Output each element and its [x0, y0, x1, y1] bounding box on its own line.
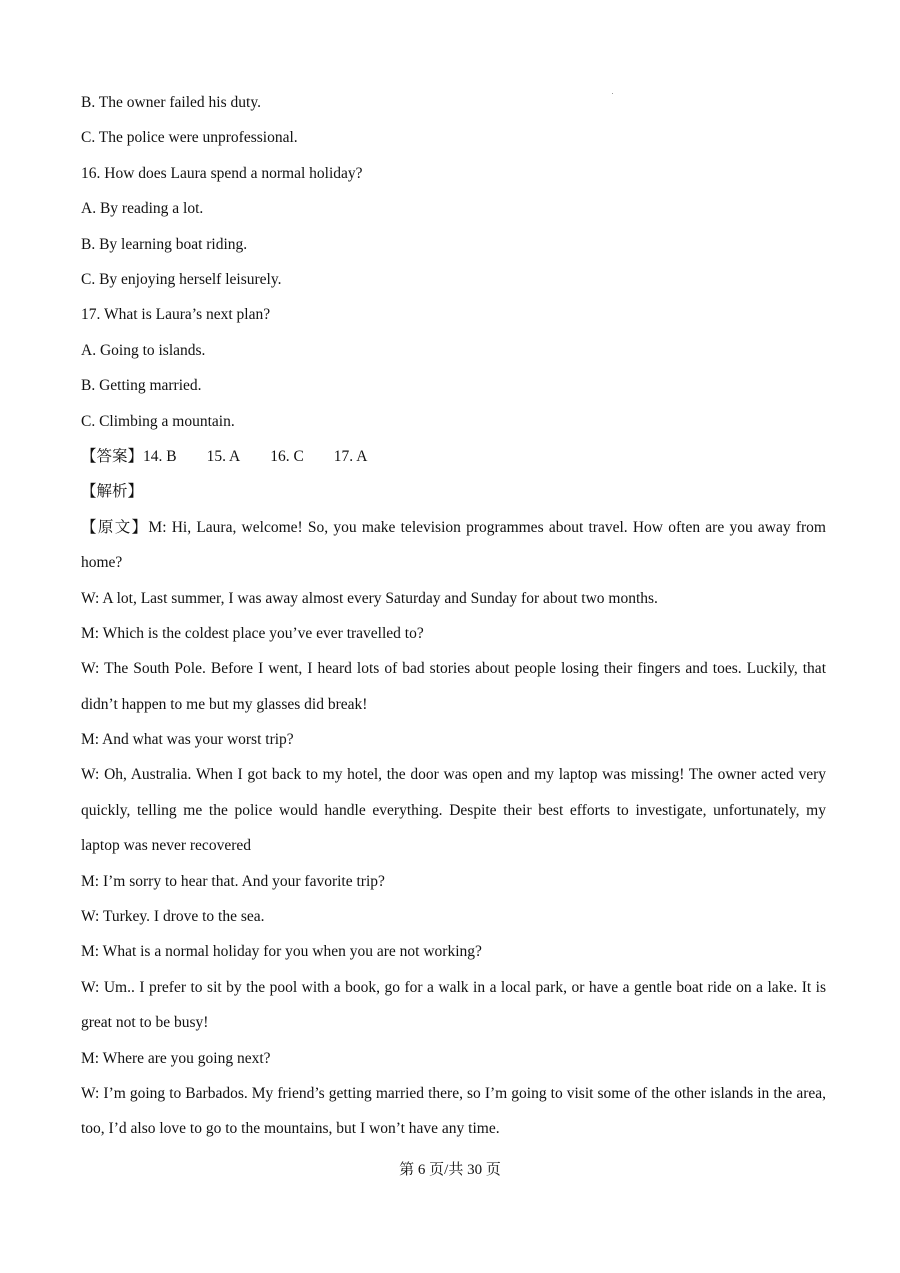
answer-item: 16. C: [270, 447, 304, 465]
page-content: [81, 85, 826, 1147]
transcript-line: W: Um.. I prefer to sit by the pool with a book, go for a walk in a local park, or have a gentle boat ride on a lake. It is great not to be busy!: [81, 978, 826, 1032]
option-15c: C. The police were unprofessional.: [81, 129, 298, 147]
transcript-line: W: Oh, Australia. When I got back to my hotel, the door was open and my laptop was missing! The owner acted very quickly, telling me the police would handle everything. Despite their best efforts to investigate, unfortunately, my laptop was never recovered: [81, 766, 826, 855]
transcript-label: 【原文】: [81, 518, 149, 536]
transcript-line: M: Which is the coldest place you’ve ever travelled to?: [81, 624, 424, 642]
question-16: 16. How does Laura spend a normal holiday?: [81, 164, 363, 182]
transcript-line: M: Where are you going next?: [81, 1049, 271, 1067]
analysis-label: 【解析】: [81, 483, 144, 501]
transcript-line: [81, 510, 826, 581]
option-16b: B. By learning boat riding.: [81, 235, 248, 253]
transcript-line: W: Turkey. I drove to the sea.: [81, 908, 265, 926]
answer-item: 17. A: [333, 447, 368, 465]
answer-item: 15. A: [206, 447, 241, 465]
transcript-line: W: I’m going to Barbados. My friend’s getting married there, so I’m going to visit some of the other islands in the area, too, I’d also love to go to the mountains, but I won’t have any time.: [81, 1085, 826, 1138]
transcript-text: M: Hi, Laura, welcome! So, you make television programmes about travel. How often are you away from home?: [81, 518, 826, 572]
option-15b: B. The owner failed his duty.: [81, 94, 261, 111]
answer-item: 14. B: [143, 447, 177, 465]
transcript-line: W: The South Pole. Before I went, I heard lots of bad stories about people losing their fingers and toes. Luckily, that didn’t happen to me but my glasses did break!: [81, 660, 826, 713]
transcript-line: M: And what was your worst trip?: [81, 731, 294, 749]
option-17a: A. Going to islands.: [81, 341, 206, 359]
option-17c: C. Climbing a mountain.: [81, 412, 235, 430]
transcript-line: W: A lot, Last summer, I was away almost every Saturday and Sunday for about two months.: [81, 589, 658, 607]
page-footer: 第 6 页/共 30 页: [399, 1162, 501, 1178]
answer-line: [81, 439, 826, 474]
transcript-line: M: I’m sorry to hear that. And your favorite trip?: [81, 872, 385, 890]
option-16c: C. By enjoying herself leisurely.: [81, 270, 282, 288]
question-17: 17. What is Laura’s next plan?: [81, 306, 271, 324]
answer-label: 【答案】: [81, 447, 144, 465]
option-16a: A. By reading a lot.: [81, 200, 204, 218]
option-17b: B. Getting married.: [81, 377, 202, 395]
transcript-line: M: What is a normal holiday for you when you are not working?: [81, 943, 482, 961]
